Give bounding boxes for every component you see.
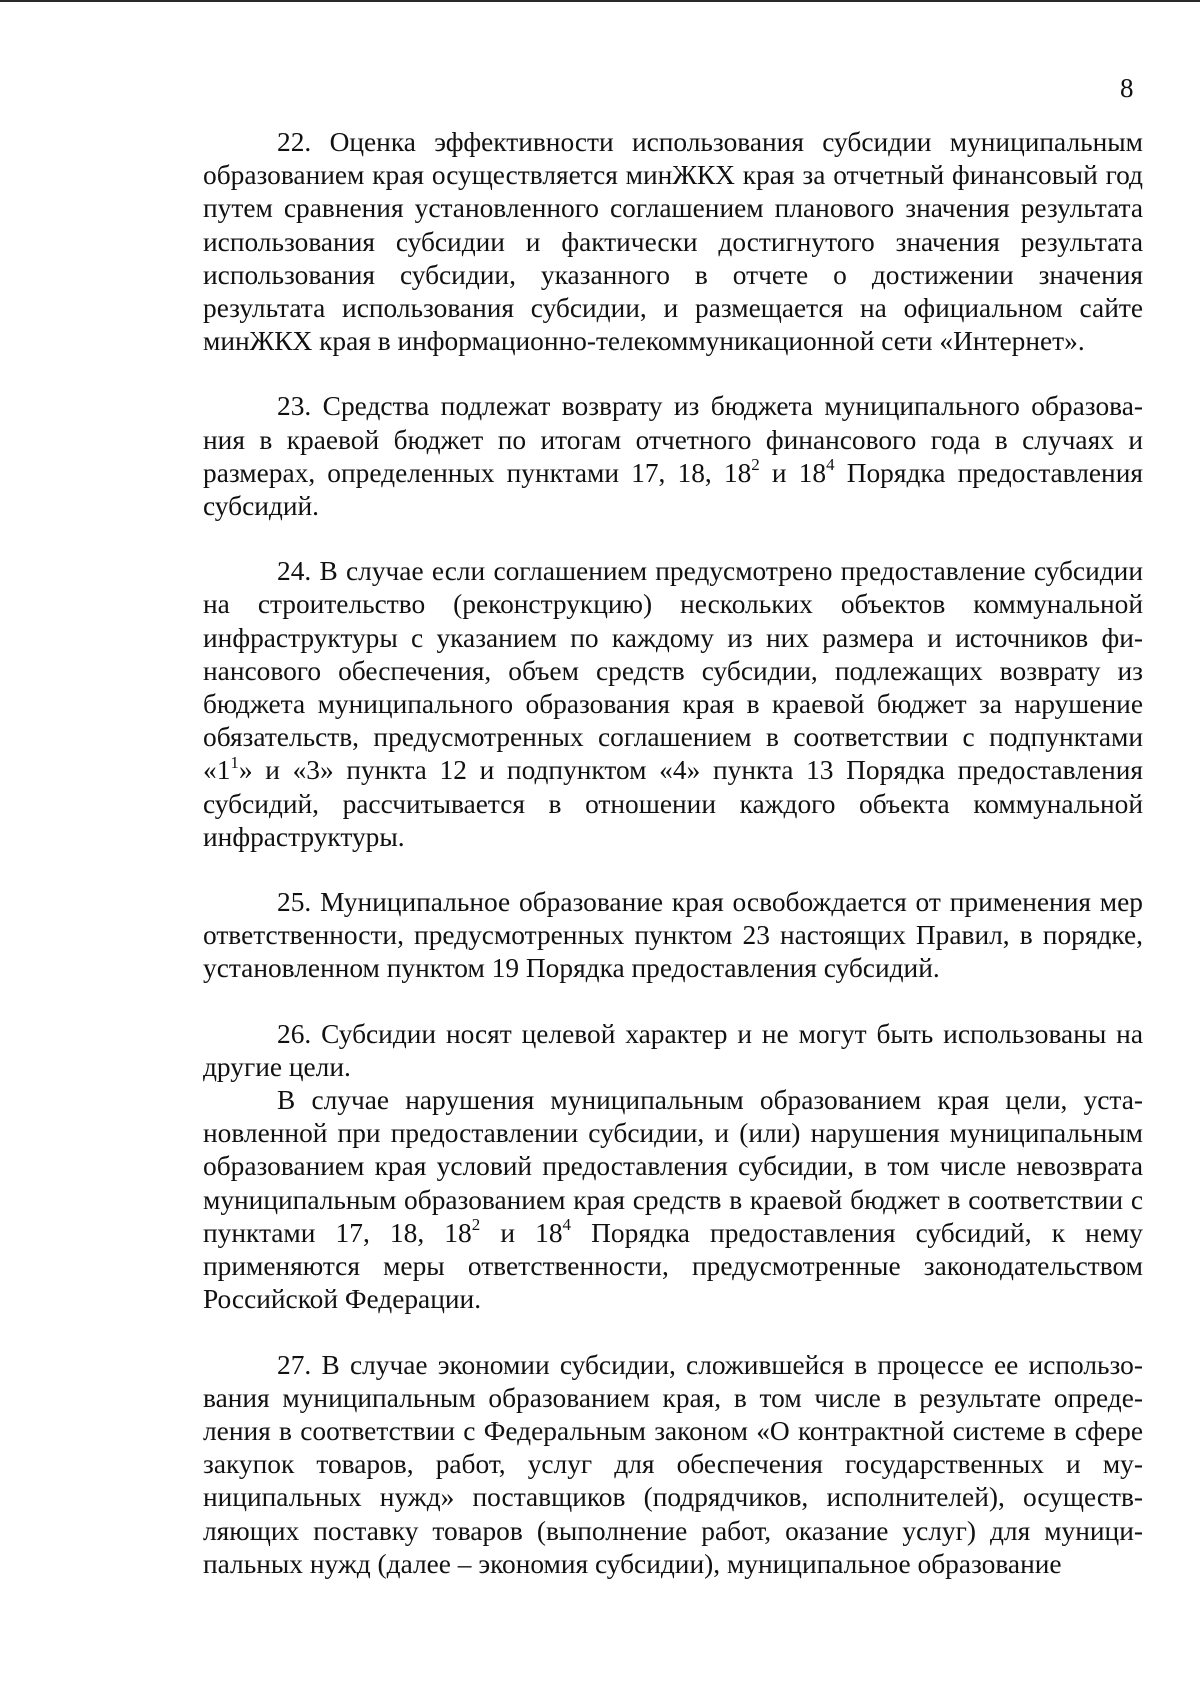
paragraph-26-continuation-text-2: и 18 xyxy=(480,1217,563,1248)
paragraph-23 xyxy=(203,390,1143,523)
paragraph-24-superscript-1: 1 xyxy=(230,752,239,772)
paragraph-26-continuation xyxy=(203,1084,1143,1316)
paragraph-24 xyxy=(203,555,1143,854)
paragraph-23-text-3: Порядка предоставления субсидий. xyxy=(203,457,1143,522)
paragraph-24-text-1: 24. В случае если соглашением предусмотрено предоставление субсидии на строительство (реконструкцию) нескольких объектов коммунальной инфраструктуры с указанием по каждому из них размера и источников финансового обеспечения, объем средств субсидии, подлежащих возврату из бюджета муниципального образования края в краевой бюджет за нарушение обязательств, предусмотренных соглашением в соответствии с подпунктами «1 xyxy=(203,556,1143,786)
paragraph-23-superscript-2: 4 xyxy=(826,455,835,475)
paragraph-26-continuation-superscript-2: 4 xyxy=(562,1215,572,1235)
paragraph-22: 22. Оценка эффективности использования субсидии муниципальным образованием края осуществляется минЖКХ края за отчетный финансовый год путем сравнения установленного соглашением планового значения результата использования субсидии и фактически достигнутого значения результата использования субсидии, указанного в отчете о достижении значения результата использования субсидии, и размещается на официальном сайте минЖКХ края в информационно-телекоммуникационной сети «Интернет». xyxy=(203,127,1143,357)
document-body xyxy=(203,126,1143,1581)
page-number: 8 xyxy=(1120,73,1134,103)
paragraph-25: 25. Муниципальное образование края освобождается от применения мер ответственности, предусмотренных пунктом 23 настоящих Правил, в порядке, установленном пунктом 19 Порядка предоставления субсидий. xyxy=(203,887,1143,984)
paragraph-26-continuation-text-1: В случае нарушения муниципальным образованием края цели, установленной при предоставлении субсидии, и (или) нарушения муниципальным образованием края условий предоставления субсидии, в том числе невозврата муниципальным образованием края средств в краевой бюджет в соответствии с пунктами 17, 18, 18 xyxy=(203,1085,1143,1248)
paragraph-23-text-2: и 18 xyxy=(759,457,827,488)
paragraph-27: 27. В случае экономии субсидии, сложившейся в процессе ее использования муниципальным образованием края, в том числе в результате определения в соответствии с Федеральным законом «О контрактной системе в сфере закупок товаров, работ, услуг для обеспечения государственных и муниципальных нужд» поставщиков (подрядчиков, исполнителей), осуществляющих поставку товаров (выполнение работ, оказание услуг) для муниципальных нужд (далее – экономия субсидии), муниципальное образование xyxy=(203,1349,1143,1579)
paragraph-23-superscript-1: 2 xyxy=(751,455,760,475)
paragraph-26: 26. Субсидии носят целевой характер и не могут быть использованы на другие цели. xyxy=(203,1018,1143,1082)
paragraph-26-continuation-superscript-1: 2 xyxy=(471,1215,481,1235)
paragraph-26-continuation-text-3: Порядка предоставления субсидий, к нему применяются меры ответственности, предусмотренные законодательством Российской Федерации. xyxy=(203,1217,1143,1315)
paragraph-23-text-1: 23. Средства подлежат возврату из бюджета муниципального образования в краевой бюджет по итогам отчетного финансового года в случаях и размерах, определенных пунктами 17, 18, 18 xyxy=(203,391,1143,488)
paragraph-24-text-2: » и «3» пункта 12 и подпунктом «4» пункта 13 Порядка предоставления субсидий, рассчитывается в отношении каждого объекта коммунальной инфраструктуры. xyxy=(203,755,1143,852)
top-border-line xyxy=(0,0,1200,2)
